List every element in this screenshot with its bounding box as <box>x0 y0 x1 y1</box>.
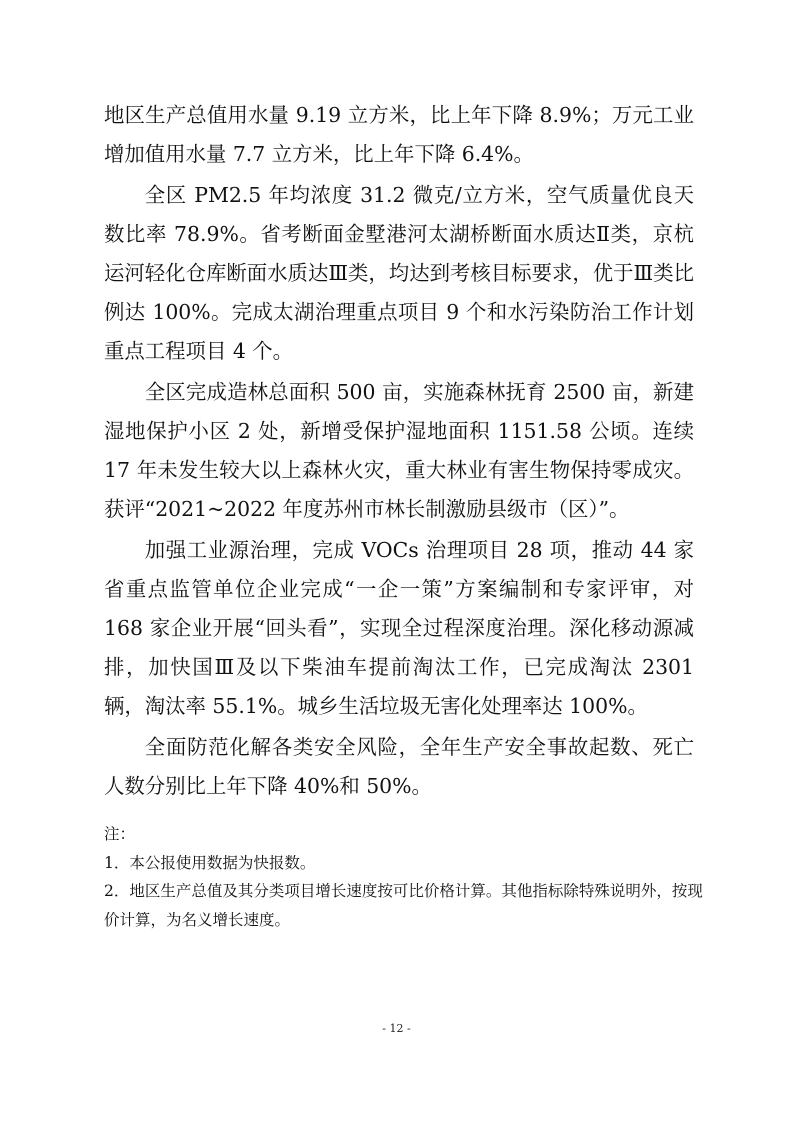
body-text <box>104 96 694 808</box>
paragraph-pollution-control: 加强工业源治理，完成 VOCs 治理项目 28 项，推动 44 家省重点监管单位企业完成“一企一策”方案编制和专家评审，对 168 家企业开展“回头看”，实现全过程深度治理。深化移动源减排，加快国Ⅲ及以下柴油车提前淘汰工作，已完成淘汰 2301 辆，淘汰率 55.1%。城乡生活垃圾无害化处理率达 100%。 <box>104 538 694 718</box>
notes-section <box>104 820 704 934</box>
paragraph-forestry-wetland: 全区完成造林总面积 500 亩，实施森林抚育 2500 亩，新建湿地保护小区 2 处，新增受保护湿地面积 1151.58 公顷。连续 17 年未发生较大以上森林火灾，重大林业有害生物保持零成灾。获评“2021~2022 年度苏州市林长制激励县级市（区）”。 <box>104 380 694 521</box>
paragraph-safety: 全面防范化解各类安全风险，全年生产安全事故起数、死亡人数分别比上年下降 40%和 50%。 <box>104 735 694 798</box>
paragraph-water-use: 地区生产总值用水量 9.19 立方米，比上年下降 8.9%；万元工业增加值用水量 7.7 立方米，比上年下降 6.4%。 <box>104 103 694 166</box>
paragraph-air-water-quality: 全区 PM2.5 年均浓度 31.2 微克/立方米，空气质量优良天数比率 78.9%。省考断面金墅港河太湖桥断面水质达Ⅱ类，京杭运河轻化仓库断面水质达Ⅲ类，均达到考核目标要求，优于Ⅲ类比例达 100%。完成太湖治理重点项目 9 个和水污染防治工作计划重点工程项目 4 个。 <box>104 183 694 363</box>
note-item-2: 2．地区生产总值及其分类项目增长速度按可比价格计算。其他指标除特殊说明外，按现价计算，为名义增长速度。 <box>104 882 703 929</box>
page-number: - 12 - <box>382 1022 411 1035</box>
notes-heading: 注： <box>104 825 136 843</box>
note-item-1: 1．本公报使用数据为快报数。 <box>104 853 316 872</box>
